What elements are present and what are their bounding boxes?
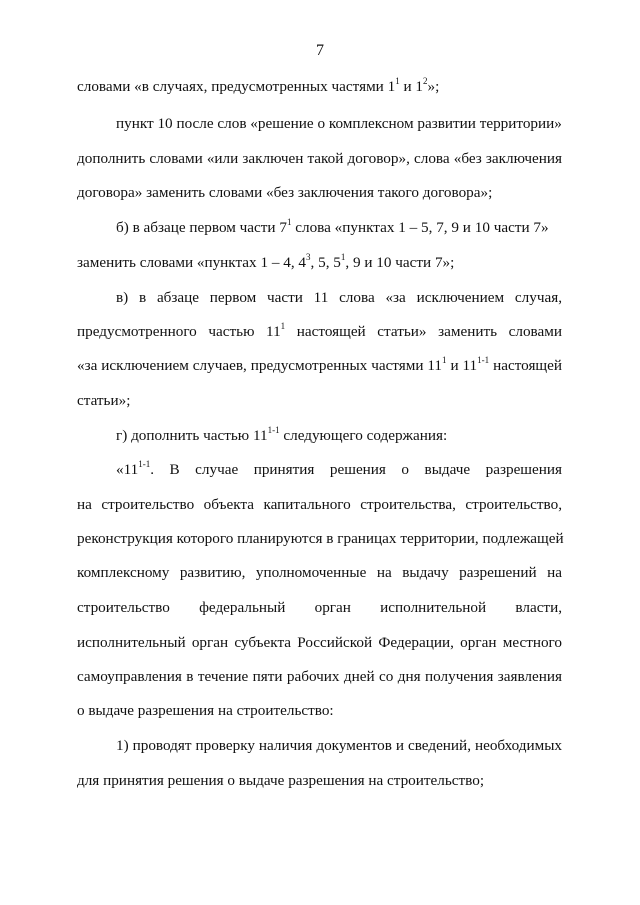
text-line: «за исключением случаев, предусмотренных частями $11^1$ и 11$^{1-1}$ настоящей	[77, 354, 562, 374]
text-line: предусмотренного частью $11^1$ настоящей статьи» заменить словами	[77, 320, 563, 340]
page-number: 7	[316, 42, 324, 59]
text-line: на строительство объекта капитального строительства, строительство,	[77, 496, 562, 513]
text-line: о выдаче разрешения на строительство:	[77, 702, 334, 719]
text-line: заменить словами «пунктах 1 – 4, $4^3$, 5, $5^1$, 9 и 10 части 7»;	[77, 251, 455, 271]
text-line: строительство федеральный орган исполнительной власти,	[77, 599, 562, 616]
text-line: комплексному развитию, уполномоченные на выдачу разрешений на	[77, 564, 562, 581]
text-line: для принятия решения о выдаче разрешения на строительство;	[77, 772, 485, 789]
text-line: исполнительный орган субъекта Российской Федерации, орган местного	[77, 634, 562, 651]
text-line: б) в абзаце первом части $7^1$ слова «пунктах 1 – 5, 7, 9 и 10 части 7»	[116, 216, 549, 236]
text-line: реконструкция которого планируются в границах территории, подлежащей	[77, 530, 564, 547]
text-line: 1) проводят проверку наличия документов и сведений, необходимых	[116, 737, 562, 754]
text-line: самоуправления в течение пяти рабочих дней со дня получения заявления	[77, 668, 562, 685]
text-line: словами «в случаях, предусмотренных частями $1^1$ и $1^2$»;	[77, 75, 440, 95]
text-line: пункт 10 после слов «решение о комплексном развитии территории»	[116, 115, 562, 132]
text-line: статьи»;	[77, 392, 131, 409]
text-line: в) в абзаце первом части 11 слова «за исключением случая,	[116, 289, 562, 306]
text-line: дополнить словами «или заключен такой договор», слова «без заключения	[77, 150, 562, 167]
text-line: договора» заменить словами «без заключения такого договора»;	[77, 184, 493, 201]
text-line: г) дополнить частью 11$^{1-1}$ следующего содержания:	[116, 424, 448, 444]
text-line: «11$^{1-1}$. В случае принятия решения о выдаче разрешения	[116, 458, 562, 478]
